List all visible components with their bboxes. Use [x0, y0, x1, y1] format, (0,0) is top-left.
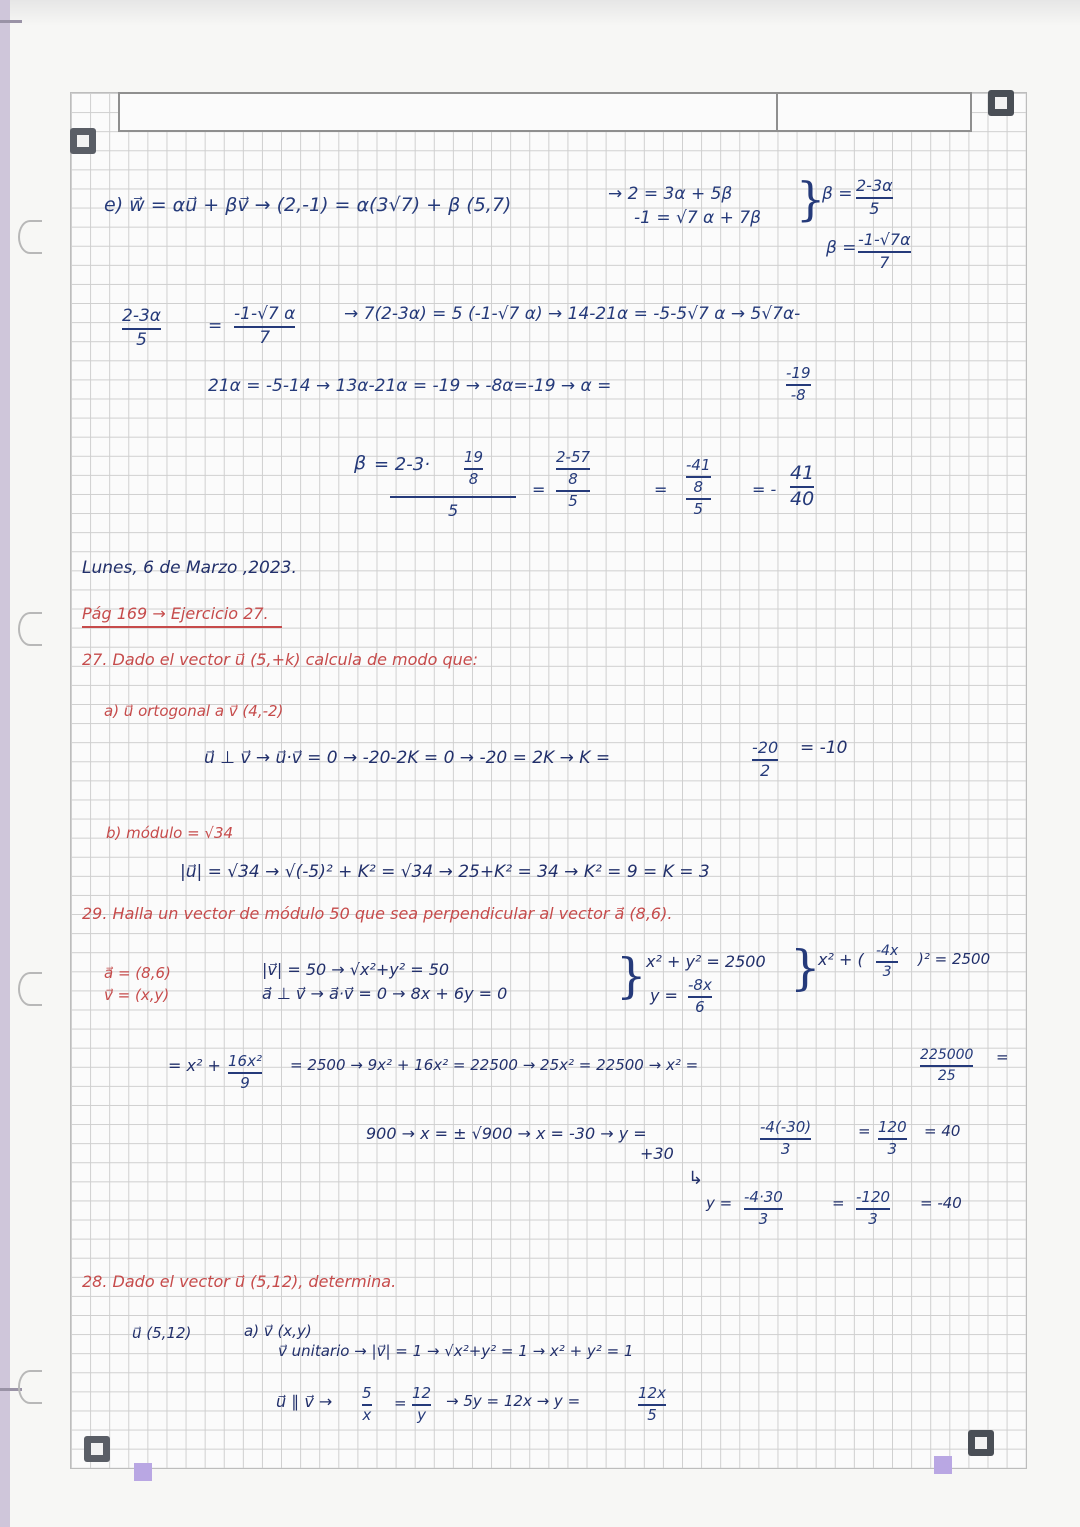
ex29-system-2: y = [650, 986, 678, 1005]
fraction-numerator: 41 [790, 462, 815, 484]
fraction-numerator: 5 [362, 1384, 372, 1402]
corner-tab-icon [988, 90, 1014, 116]
fraction-numerator: -1-√7 α [234, 304, 296, 324]
fraction-numerator: -8x [688, 976, 712, 994]
equals-sign: = [832, 1194, 845, 1212]
fraction-denominator: 7 [879, 252, 890, 272]
fraction-denominator: 5 [647, 1405, 657, 1424]
ex28-parallel-fraction-1 [362, 1386, 372, 1424]
ex28-unit-vector: v⃗ unitario → |v⃗| = 1 → √x²+y² = 1 → x² + y² = 1 [278, 1342, 634, 1360]
fraction-bar [390, 496, 516, 498]
punch-hole [18, 612, 42, 646]
beta-symbol: β [354, 452, 367, 474]
page-top-shadow [0, 0, 1080, 26]
fraction-denominator: 3 [882, 963, 892, 980]
ex29-perpendicular: a⃗ ⊥ v⃗ → a⃗·v⃗ = 0 → 8x + 6y = 0 [262, 984, 508, 1003]
ex29-substitution-lhs: x² + ( [818, 950, 864, 969]
fraction-numerator: 12x [638, 1384, 666, 1402]
ex29-y2-fraction-2 [856, 1190, 890, 1228]
ex29-y1-fraction-2 [878, 1120, 907, 1158]
fraction-numerator: -4x [876, 943, 899, 959]
fraction-numerator: 12 [412, 1384, 432, 1402]
punch-hole [18, 1370, 42, 1404]
ex29-a-vector: a⃗ = (8,6) [104, 964, 171, 982]
punch-hole [18, 972, 42, 1006]
beta-result-prefix: = - [752, 480, 777, 499]
fraction-numerator: -4·30 [744, 1188, 783, 1206]
part-e-system-1: → 2 = 3α + 5β [608, 184, 733, 204]
fraction-denominator: 3 [887, 1139, 898, 1158]
equation-chain: → 7(2-3α) = 5 (-1-√7 α) → 14-21α = -5-5√7 α → 5√7α- [344, 304, 801, 324]
ex28-title: 28. Dado el vector u⃗ (5,12), determina. [82, 1272, 397, 1291]
fraction-denominator: -8 [790, 385, 806, 404]
beta-step-fraction [556, 450, 590, 509]
equals-sign: = [654, 480, 668, 499]
fraction-numerator: 2-3α [122, 306, 161, 326]
equation-right-fraction [234, 306, 295, 348]
fraction-denominator: 5 [136, 329, 147, 350]
fraction-numerator: -41 [686, 456, 711, 474]
ex29-y-fraction [688, 978, 712, 1016]
ex29-y2-fraction [744, 1190, 783, 1228]
ex27-part-a-work: u⃗ ⊥ v⃗ → u⃗·v⃗ = 0 → -20-2K = 0 → -20 = 2K → K = [204, 748, 611, 768]
ex29-substitution-fraction [876, 944, 898, 979]
ex29-title: 29. Halla un vector de módulo 50 que sea perpendicular al vector a⃗ (8,6). [82, 904, 673, 923]
ex28-parallel-chain: → 5y = 12x → y = [446, 1392, 581, 1410]
header-box [118, 92, 972, 132]
equals-sign: = [532, 480, 546, 499]
fraction-numerator: 225000 [920, 1047, 974, 1063]
ex29-line2-chain: = 2500 → 9x² + 16x² = 22500 → 25x² = 22500 → x² = [290, 1056, 699, 1074]
marker-square [934, 1456, 952, 1474]
equals-sign: = [996, 1048, 1009, 1066]
equals-sign: = [858, 1122, 871, 1140]
ex29-modulus: |v⃗| = 50 → √x²+y² = 50 [262, 960, 450, 979]
ex29-x-alternate: +30 [640, 1144, 674, 1163]
fraction-numerator: 19 [464, 448, 484, 466]
corner-tab-icon [70, 128, 96, 154]
beta-1-fraction [856, 178, 893, 218]
ex27-part-b-title: b) módulo = √34 [106, 824, 234, 842]
ex28-part-a-title: a) v⃗ (x,y) [244, 1322, 312, 1340]
ex28-parallel-fraction-3 [638, 1386, 666, 1424]
fraction-numerator: -1-√7α [858, 230, 911, 249]
binder-mark [0, 20, 22, 23]
fraction-numerator: -4(-30) [760, 1118, 812, 1136]
ex27-title: 27. Dado el vector u⃗ (5,+k) calcula de modo que: [82, 650, 478, 669]
branch-arrow: ↳ [688, 1168, 704, 1189]
fraction-denominator: 8 [468, 469, 479, 488]
ex29-y2-lhs: y = [706, 1194, 733, 1212]
ex29-y2-result: = -40 [920, 1194, 962, 1212]
ex27-part-b-work: |u⃗| = √34 → √(-5)² + K² = √34 → 25+K² = 34 → K² = 9 = K = 3 [180, 862, 710, 882]
fraction-denominator: 5 [568, 491, 578, 510]
reference-underline [82, 626, 282, 628]
fraction-denominator: 2 [759, 760, 771, 780]
marker-square [134, 1463, 152, 1481]
ex29-line2-fraction-2 [920, 1048, 973, 1083]
fraction-numerator: 16x² [228, 1052, 262, 1070]
alpha-derivation: 21α = -5-14 → 13α-21α = -19 → -8α=-19 → α = [208, 376, 612, 396]
fraction-denominator: 5 [869, 198, 880, 218]
ex28-parallel-fraction-2 [412, 1386, 431, 1424]
ex29-substitution-rhs: )² = 2500 [918, 950, 991, 968]
beta-2-lhs: β = [826, 238, 857, 258]
equation-left-fraction [122, 308, 161, 350]
ex29-system-1: x² + y² = 2500 [646, 952, 766, 971]
part-e-system-2: -1 = √7 α + 7β [634, 208, 761, 228]
grid-paper [70, 92, 1027, 1469]
system-brace: } [616, 948, 647, 1004]
part-e-main: e) w⃗ = αu⃗ + βv⃗ → (2,-1) = α(3√7) + β (5,7) [104, 194, 512, 216]
beta-1-lhs: β = [822, 184, 853, 204]
beta-outer-denominator: 5 [448, 501, 459, 520]
system-brace: } [796, 172, 826, 226]
fraction-numerator: -20 [752, 738, 779, 757]
fraction-denominator: y [417, 1405, 426, 1424]
punch-hole [18, 220, 42, 254]
fraction-denominator: 3 [868, 1209, 878, 1228]
corner-tab-icon [84, 1436, 110, 1462]
fraction-denominator: 25 [937, 1067, 956, 1084]
header-divider [776, 92, 778, 132]
ex29-line2-fraction [228, 1054, 262, 1092]
fraction-denominator: 3 [780, 1139, 791, 1158]
corner-tab-icon [968, 1430, 994, 1456]
binder-edge [0, 0, 10, 1527]
ex27-k-fraction [752, 740, 778, 780]
ex29-v-vector: v⃗ = (x,y) [104, 986, 170, 1004]
fraction-numerator: -19 [786, 364, 811, 382]
fraction-denominator: 9 [240, 1073, 250, 1092]
fraction-numerator: 2-3α [856, 176, 893, 195]
ex29-y1-result: = 40 [924, 1122, 961, 1140]
beta-2-fraction [858, 232, 911, 272]
ex27-part-a-result: = -10 [800, 738, 848, 758]
system-brace: } [790, 940, 821, 996]
date-line: Lunes, 6 de Marzo ,2023. [82, 558, 297, 578]
beta-inner-fraction [464, 450, 483, 488]
fraction-denominator: 40 [790, 487, 815, 510]
equals-sign: = [394, 1394, 407, 1412]
ex28-u-vector: u⃗ (5,12) [132, 1324, 192, 1342]
fraction-denominator: 5 [693, 499, 704, 518]
fraction-middle: 8 [693, 477, 704, 496]
fraction-middle: 8 [568, 469, 578, 488]
alpha-fraction [786, 366, 811, 404]
beta-step-fraction [686, 458, 711, 517]
ex29-y1-fraction [760, 1120, 811, 1158]
equals-sign: = [208, 316, 223, 336]
ex29-line2-start: = x² + [168, 1056, 221, 1075]
beta-expr: = 2-3· [374, 454, 430, 475]
fraction-numerator: 2-57 [556, 448, 591, 466]
fraction-numerator: -120 [856, 1188, 891, 1206]
ex28-parallel-lhs: u⃗ ∥ v⃗ → [276, 1392, 333, 1411]
ex29-line3: 900 → x = ± √900 → x = -30 → y = [366, 1124, 647, 1143]
fraction-denominator: 7 [259, 327, 271, 348]
fraction-denominator: x [362, 1405, 372, 1424]
fraction-denominator: 6 [695, 997, 705, 1016]
fraction-numerator: 120 [878, 1118, 907, 1136]
page-reference: Pág 169 → Ejercicio 27. [82, 604, 269, 623]
fraction-denominator: 3 [758, 1209, 769, 1228]
beta-result-fraction [790, 464, 814, 510]
ex27-part-a-title: a) u⃗ ortogonal a v⃗ (4,-2) [104, 702, 284, 720]
